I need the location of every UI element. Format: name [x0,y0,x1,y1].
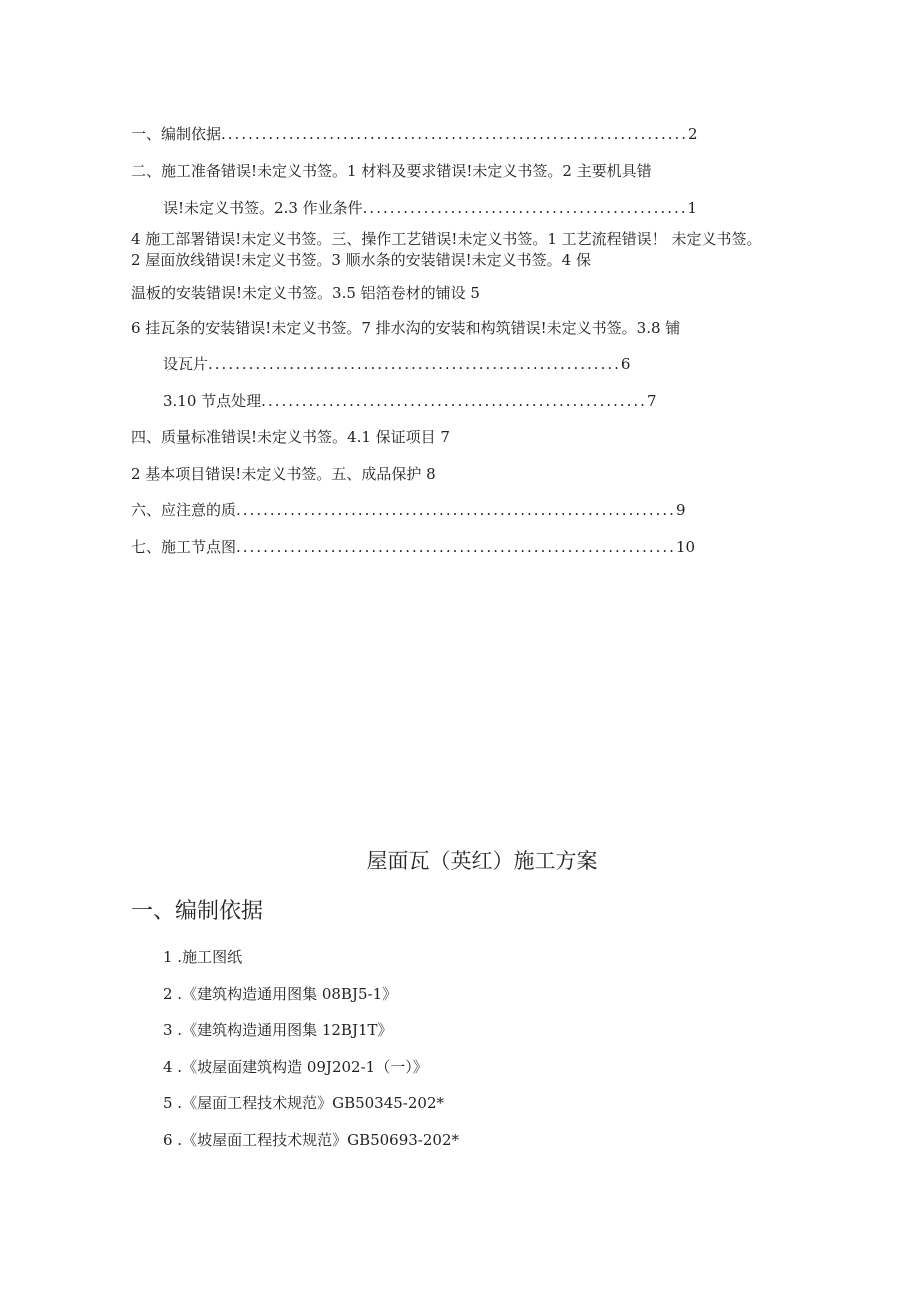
reference-item: 3 .《建筑构造通用图集 12BJ1T》 [163,1021,393,1039]
reference-item: 5 .《屋面工程技术规范》GB50345-202* [163,1094,445,1112]
toc-entry-text: 2 基本项目错误!未定义书签。五、成品保护 8 [131,465,436,483]
toc-entry[interactable]: 误!未定义书签。2.3 作业条件................................................1 [163,199,698,217]
toc-entry-text: 七、施工节点图 [131,538,237,556]
toc-entry-text: 2 屋面放线错误!未定义书签。3 顺水条的安装错误!未定义书签。4 保 [131,251,591,269]
toc-entry-text: 设瓦片 [163,355,209,373]
reference-item: 6 .《坡屋面工程技术规范》GB50693-202* [163,1131,460,1149]
toc-entry[interactable] [131,318,680,338]
toc-page-number: 9 [675,501,686,519]
toc-entry-text: 一、编制依据 [131,125,222,143]
toc-entry-text: 3.10 节点处理 [163,392,262,410]
document-title: 屋面瓦（英红）施工方案 [366,849,598,873]
toc-entry-text: 误!未定义书签。2.3 作业条件 [163,199,363,217]
section-heading: 一、编制依据 [131,899,264,924]
toc-entry-text: 4 施工部署错误!未定义书签。三、操作工艺错误!未定义书签。1 工艺流程错误！ 未定义书签。 [131,230,762,248]
toc-page-number: 1 [687,199,698,217]
reference-item: 1 .施工图纸 [163,948,243,966]
toc-entry[interactable] [131,250,591,270]
reference-item: 4 .《坡屋面建筑构造 09J202-1（一）》 [163,1058,428,1076]
toc-entry-text: 温板的安装错误!未定义书签。3.5 铝箔卷材的铺设 5 [131,284,480,302]
toc-page-number: 7 [646,392,657,410]
toc-entry[interactable] [131,161,652,181]
toc-entry-text: 二、施工准备错误!未定义书签。1 材料及要求错误!未定义书签。2 主要机具错 [131,162,652,180]
toc-entry[interactable] [131,283,480,303]
toc-page-number: 6 [620,355,631,373]
reference-item: 2 .《建筑构造通用图集 08BJ5-1》 [163,985,398,1003]
toc-entry-text: 6 挂瓦条的安装错误!未定义书签。7 排水沟的安装和构筑错误!未定义书签。3.8 铺 [131,319,681,337]
toc-entry-text: 六、应注意的质 [131,501,237,519]
toc-page-number: 2 [688,125,698,143]
toc-entry[interactable] [131,464,436,484]
toc-entry[interactable]: 3.10 节点处理.........................................................7 [163,392,657,410]
toc-entry[interactable]: 七、施工节点图.................................................................10 [131,538,696,556]
toc-entry[interactable] [131,427,450,447]
toc-entry[interactable] [131,229,761,249]
toc-entry[interactable]: 设瓦片.............................................................6 [163,355,631,373]
toc-entry[interactable]: 六、应注意的质.................................................................9 [131,501,686,519]
toc-page-number: 10 [675,538,696,556]
toc-entry-text: 四、质量标准错误!未定义书签。4.1 保证项目 7 [131,428,450,446]
toc-entry[interactable]: 一、编制依据.....................................................................2 [131,125,698,143]
